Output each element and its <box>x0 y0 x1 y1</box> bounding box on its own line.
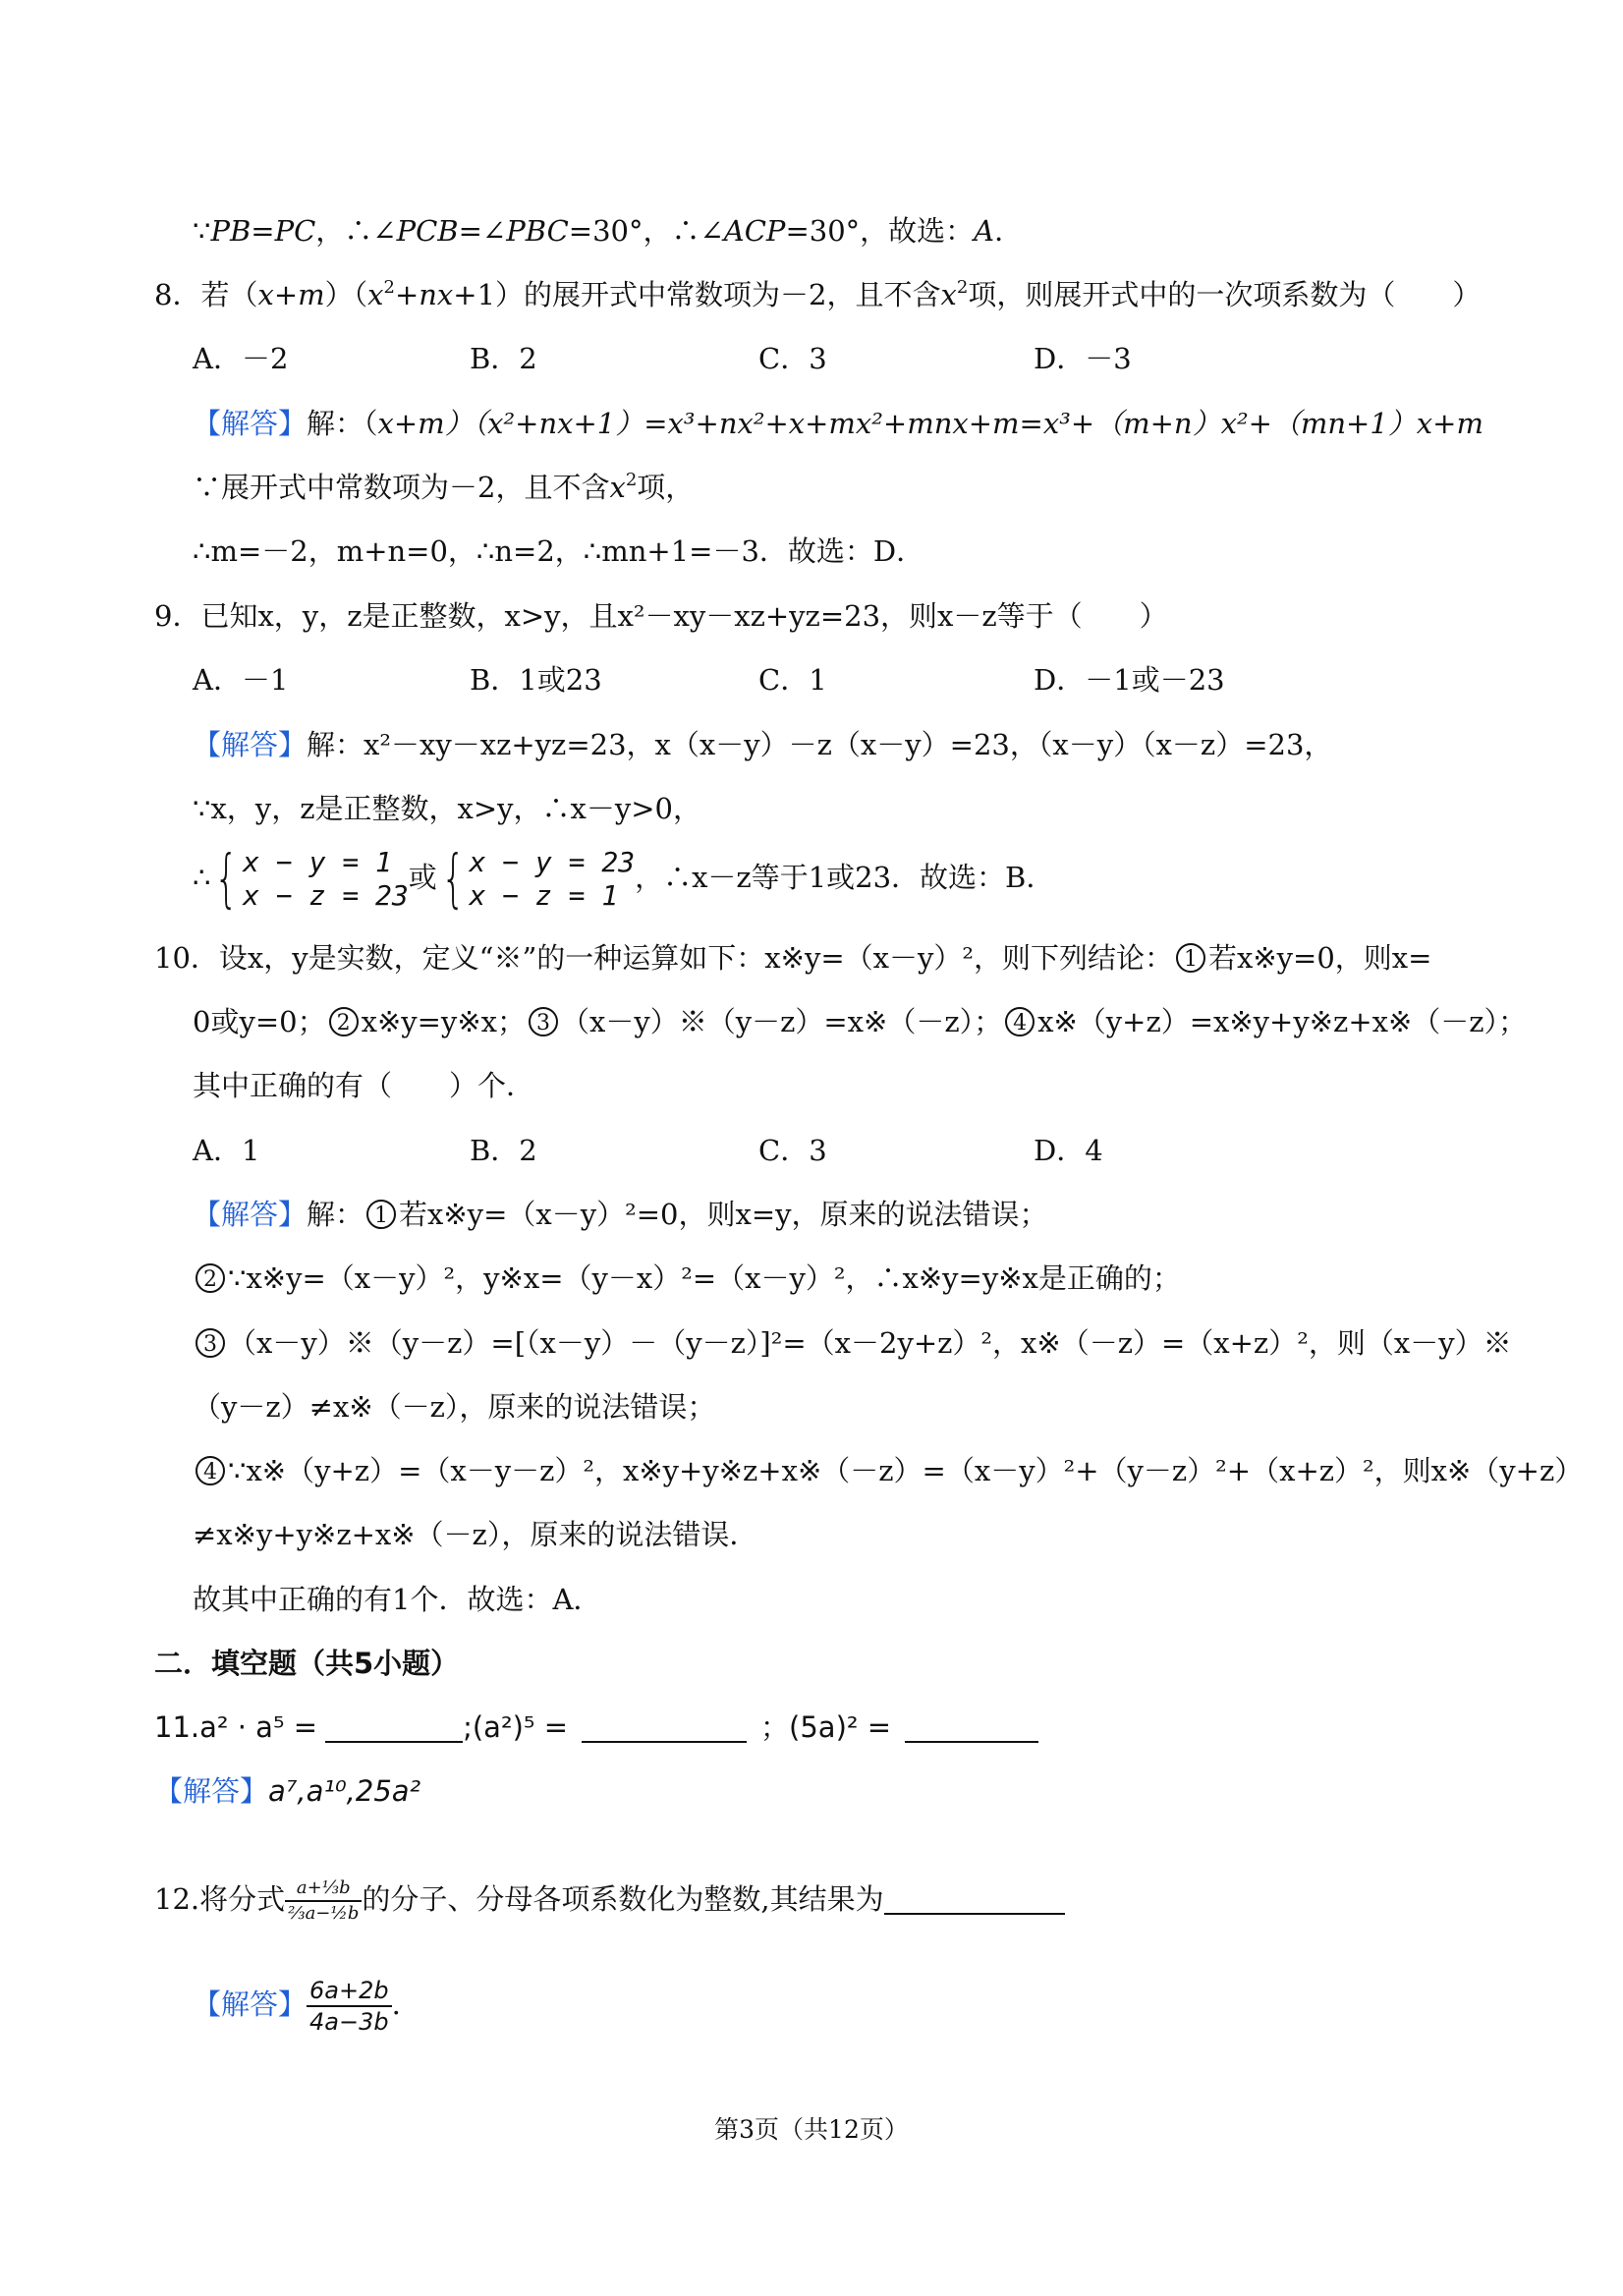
answer-blank-4[interactable] <box>884 1885 1065 1915</box>
equation-system-1: x − y = 1 x − z = 23 <box>243 846 409 912</box>
fraction-expression: $\frac{\text{a+⅓b}}{\text{⅔a−½b}}$ <box>285 1876 362 1926</box>
circled-number-2: 2 <box>196 1263 225 1293</box>
question-10-answer-line-1: 【解答】解： 1 若x※y=（x－y）²=0，则x=y，原来的说法错误； <box>193 1198 1048 1231</box>
question-9-answer-line-3: ∴{ x − y = 1 x − z = 23 或{ x − y = 23 x − z = 1 ，∴x－z等于1或23．故选：B． <box>193 843 1055 916</box>
brace-symbol: { <box>440 843 466 916</box>
circled-number-3: 3 <box>196 1328 225 1358</box>
page-footer: 第3页（共12页） <box>714 2115 909 2144</box>
answer-tag: 【解答】 <box>193 1988 308 2021</box>
question-8-answer-line-1: 【解答】解：（x+m）（x²+nx+1）=x³+nx²+x+mx²+mnx+m=x³+（m+n）x²+（mn+1）x+m <box>193 407 1483 440</box>
answer-tag: 【解答】 <box>193 728 308 761</box>
question-8-option-d: D．－3 <box>1034 342 1132 375</box>
question-9-answer-line-1: 【解答】解：x²－xy－xz+yz=23，x（x－y）－z（x－y）=23，（x－y）（x－z）=23， <box>193 728 1333 761</box>
question-9-stem: 9．已知x，y，z是正整数，x>y，且x²－xy－xz+yz=23，则x－z等于（ ） <box>154 599 1168 633</box>
answer-fraction: $\frac{6a+2b}{4a-3b}$ <box>307 1976 392 2037</box>
circled-number-1: 1 <box>366 1200 396 1229</box>
question-8-answer-line-2: ∵展开式中常数项为－2，且不含$x^2$项， <box>193 470 695 504</box>
circled-number-4: 4 <box>1005 1007 1035 1036</box>
question-10-option-c: C．3 <box>758 1134 827 1167</box>
question-10-answer-line-2: 2 ∵x※y=（x－y）²，y※x=（y－x）²=（x－y）²，∴x※y=y※x是正确的； <box>193 1259 1181 1298</box>
brace-symbol: { <box>214 843 240 916</box>
question-11-answer: 【解答】a⁷,a¹⁰,25a² <box>154 1774 421 1808</box>
question-12-answer: 【解答】 $\frac{6a+2b}{4a-3b}$ . <box>193 1977 401 2036</box>
question-9-option-b: B．1或23 <box>470 663 602 697</box>
answer-blank-2[interactable] <box>582 1713 747 1743</box>
question-8-option-b: B．2 <box>470 342 537 375</box>
question-9-option-d: D．－1或－23 <box>1034 663 1225 697</box>
section-heading-fill-in: 二．填空题（共5小题） <box>154 1647 460 1680</box>
question-9-option-a: A．－1 <box>193 663 289 697</box>
question-8-stem: 8．若$(x+m)(x^2+nx+1)$的展开式中常数项为－2，且不含$x^2$项，则展开式中的一次项系数为（ ） <box>154 277 1482 311</box>
equation-system-2: x − y = 23 x − z = 1 <box>469 846 636 912</box>
question-10-option-b: B．2 <box>470 1134 537 1167</box>
answer-tag: 【解答】 <box>154 1774 269 1808</box>
question-10-answer-line-4: （y－z）≠x※（－z），原来的说法错误； <box>193 1390 716 1424</box>
question-9-option-c: C．1 <box>758 663 827 697</box>
question-8-option-a: A．－2 <box>193 342 289 375</box>
solution-line-q7-end: ∵PB=PC，∴∠PCB=∠PBC=30°，∴∠ACP=30°，故选：A． <box>193 214 1024 248</box>
question-8-option-c: C．3 <box>758 342 827 375</box>
question-10-option-d: D．4 <box>1034 1134 1103 1167</box>
question-12-stem: 12.将分式 $\frac{\text{a+⅓b}}{\text{⅔a−½b}}$ 的分子、分母各项系数化为整数,其结果为 <box>154 1860 1065 1938</box>
question-10-answer-line-6: ≠x※y+y※z+x※（－z），原来的说法错误． <box>193 1518 758 1551</box>
answer-tag: 【解答】 <box>193 407 308 440</box>
answer-blank-1[interactable] <box>325 1713 463 1743</box>
circled-number-1: 1 <box>1176 943 1205 973</box>
question-10-stem-line-1: 10．设x，y是实数，定义“※”的一种运算如下：x※y=（x－y）²，则下列结论： 1 若x※y=0，则x= <box>154 941 1432 975</box>
question-10-answer-line-3: 3 （x－y）※（y－z）=[（x－y）－（y－z）]²=（x－2y+z）²，x※（－z）=（x+z）²，则（x－y）※ <box>193 1323 1512 1363</box>
question-10-option-a: A．1 <box>193 1134 260 1167</box>
answer-blank-3[interactable] <box>905 1713 1038 1743</box>
question-9-answer-line-2: ∵x，y，z是正整数，x>y，∴x－y>0， <box>193 792 701 825</box>
question-10-stem-line-3: 其中正确的有（ ）个． <box>193 1069 535 1102</box>
circled-number-4: 4 <box>196 1456 225 1485</box>
question-10-answer-line-7: 故其中正确的有1个．故选：A． <box>193 1583 602 1616</box>
circled-number-3: 3 <box>529 1007 558 1036</box>
question-10-stem-line-2: 0或y=0； 2 x※y=y※x； 3 （x－y）※（y－z）=x※（－z）； 4 x※（y+z）=x※y+y※z+x※（－z）； <box>193 1005 1528 1038</box>
question-11-stem: 11.a² · a⁵ = ;(a²)⁵ = ；(5a)² = <box>154 1708 1038 1747</box>
question-8-answer-line-3: ∴m=－2，m+n=0，∴n=2，∴mn+1=－3．故选：D． <box>193 534 925 568</box>
question-10-answer-line-5: 4 ∵x※（y+z）=（x－y－z）²，x※y+y※z+x※（－z）=（x－y）²+（y－z）²+（x+z）²，则x※（y+z） <box>193 1451 1583 1490</box>
circled-number-2: 2 <box>329 1007 359 1036</box>
answer-tag: 【解答】 <box>193 1198 308 1231</box>
